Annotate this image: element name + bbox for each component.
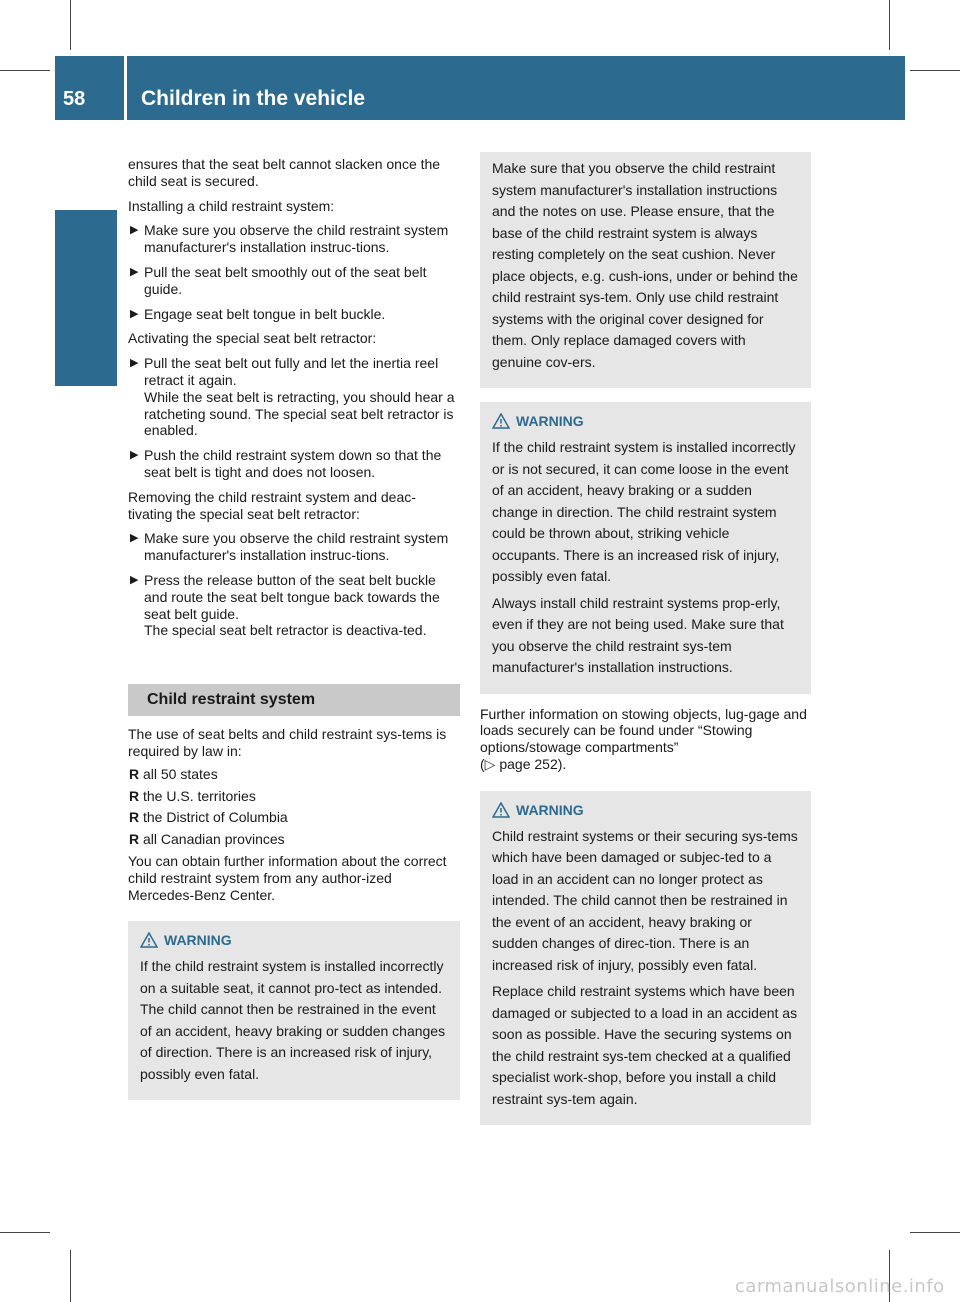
step-item: ▶ Press the release button of the seat belt buckle and route the seat belt tongue back towards the seat belt guide. The special seat belt retractor is deactiva-ted. [130, 571, 440, 639]
crop-mark [70, 0, 71, 50]
warning-label: WARNING [164, 932, 232, 949]
left-column [128, 156, 460, 1112]
list-item: R all 50 states [129, 765, 218, 782]
warning-box [480, 402, 811, 694]
page-reference-link[interactable]: page 252). [499, 755, 567, 772]
warning-text: If the child restraint system is installed incorrectly on a suitable seat, it cannot pro-tect as intended. The child cannot then be restrained in the event of an accident, heavy braking or sudden changes of direction. There is an increased risk of injury, possibly even fatal. [140, 958, 446, 1082]
page-reference-arrow-icon: ▷ [484, 755, 496, 772]
watermark: carmanualsonline.info [735, 1276, 945, 1297]
right-column [480, 152, 811, 1137]
step-arrow-icon: ▶ [130, 573, 139, 586]
step-item: ▶ Engage seat belt tongue in belt buckle. [130, 305, 386, 322]
list-item: R the District of Columbia [129, 809, 288, 826]
step-item: ▶ Make sure you observe the child restraint system manufacturer's installation instruc-tions. [130, 530, 449, 564]
warning-text: Child restraint systems or their securing sys-tems which have been damaged or subjec-ted to a load in an accident can no longer protect as intended. The child cannot then be restrained in the event of an accident, heavy braking or sudden changes of direc-tion. There is an increased risk of injury, possibly even fatal. [492, 827, 798, 973]
step-arrow-icon: ▶ [130, 307, 139, 320]
warning-text: Always install child restraint systems prop-erly, even if they are not being used. Make sure that you observe the child restraint sys-tem manufacturer's installation instructions. [492, 594, 784, 675]
bullet-icon: R [129, 765, 140, 782]
warning-label: WARNING [516, 801, 584, 818]
step-arrow-icon: ▶ [130, 532, 139, 545]
step-item: ▶ Pull the seat belt smoothly out of the seat belt guide. [130, 263, 427, 297]
warning-label: WARNING [516, 413, 584, 429]
step-result: The special seat belt retractor is deactiva-ted. [144, 622, 427, 639]
note-text: Make sure that you observe the child restraint system manufacturer's installation instructions and the notes on use. Please ensure, that the base of the child restraint system is always resting completely on the seat cushion. Never place objects, e.g. cush-ions, under or behind the child restraint sys-tem. Only use child restraint systems with the original cover designed for them. Only replace damaged covers with genuine cov-ers. [492, 160, 798, 370]
warning-triangle-icon [140, 932, 158, 948]
step-arrow-icon: ▶ [130, 224, 139, 237]
step-arrow-icon: ▶ [130, 265, 139, 278]
removing-heading: Removing the child restraint system and deac-tivating the special seat belt retractor: [128, 488, 416, 522]
step-item: ▶ Push the child restraint system down so that the seat belt is tight and does not loosen. [130, 447, 442, 480]
note-box [480, 152, 811, 388]
crop-mark [70, 1250, 71, 1302]
warning-box [480, 791, 811, 1126]
running-title: Children in the vehicle [141, 87, 366, 110]
step-item: ▶ Pull the seat belt out fully and let the inertia reel retract it again. While the seat belt is retracting, you should hear a ratcheting sound. The special seat belt retractor is enabled. [130, 355, 455, 439]
warning-triangle-icon [492, 413, 510, 429]
list-item: R the U.S. territories [129, 787, 256, 804]
stowing-text: Further information on stowing objects, lug-gage and loads securely can be found under “Stowing options/stowage compartments” (▷ page 252). [480, 705, 807, 772]
page-number: 58 [63, 88, 86, 110]
step-result: While the seat belt is retracting, you should hear a ratcheting sound. The special seat belt retractor is enabled. [144, 388, 455, 439]
crop-mark [910, 70, 960, 71]
warning-box [128, 921, 460, 1100]
warning-triangle-icon [492, 802, 510, 818]
list-item: R all Canadian provinces [129, 831, 285, 848]
step-item: ▶ Make sure you observe the child restraint system manufacturer's installation instruc-tions. [130, 222, 449, 256]
activating-heading: Activating the special seat belt retractor: [128, 330, 377, 347]
step-arrow-icon: ▶ [130, 449, 139, 462]
further-info-text: You can obtain further information about the correct child restraint system from any author-ized Mercedes-Benz Center. [128, 852, 447, 903]
crop-mark [889, 0, 890, 50]
intro-text: ensures that the seat belt cannot slacken once the child seat is secured. [128, 156, 441, 189]
crop-mark [910, 1232, 960, 1233]
step-arrow-icon: ▶ [130, 357, 139, 370]
crop-mark [0, 70, 50, 71]
side-tab-label: Safety [76, 306, 102, 376]
bullet-icon: R [129, 809, 140, 826]
bullet-icon: R [129, 787, 140, 804]
section-heading: Child restraint system [128, 684, 460, 716]
crop-mark [0, 1232, 50, 1233]
warning-text: If the child restraint system is installed incorrectly or is not secured, it can come loose in the event of an accident, heavy braking or a sudden change in direction. The child restraint system could be thrown about, striking vehicle occupants. There is an increased risk of injury, possibly even fatal. [492, 439, 796, 584]
section-intro: The use of seat belts and child restraint sys-tems is required by law in: [128, 726, 447, 759]
bullet-icon: R [129, 831, 140, 848]
header-divider [124, 56, 127, 120]
installing-heading: Installing a child restraint system: [128, 197, 335, 214]
warning-text: Replace child restraint systems which have been damaged or subjected to a load in an accident as soon as possible. Have the securing systems on the child restraint sys-tem checked at a qualified specialist work-shop, before you install a child restraint sys-tem again. [492, 983, 798, 1107]
